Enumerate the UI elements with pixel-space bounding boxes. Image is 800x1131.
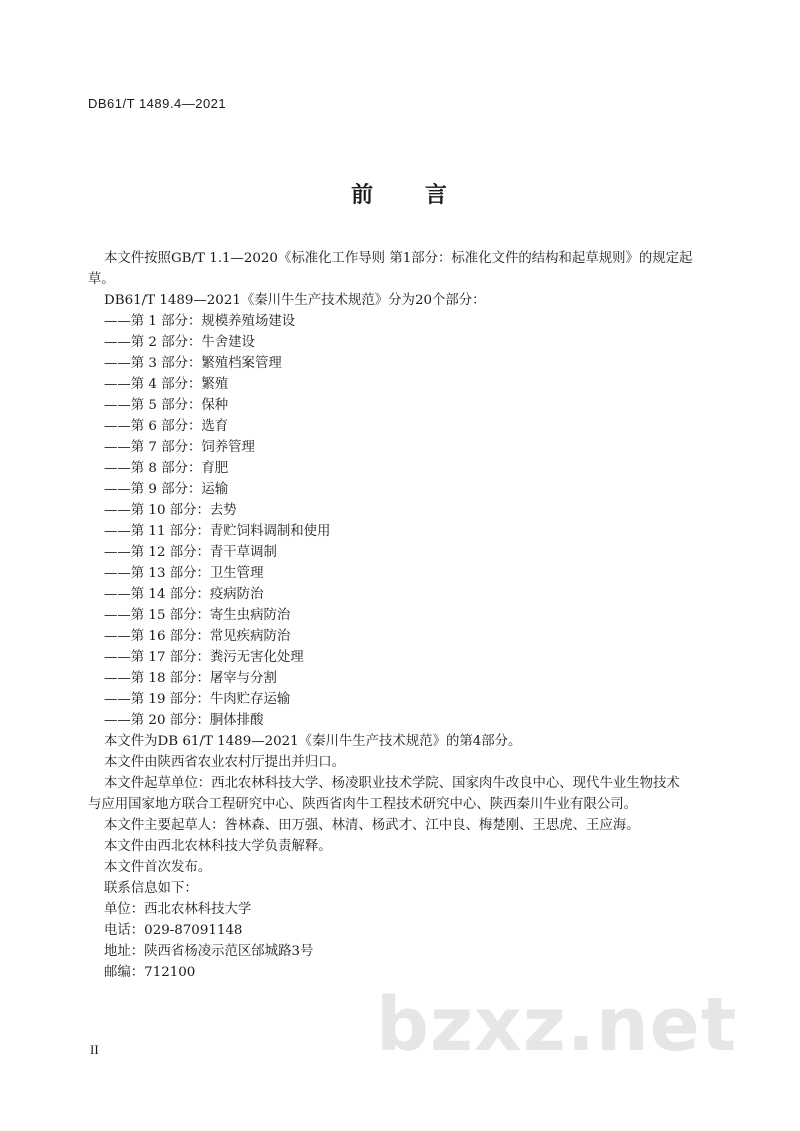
- statement-drafting-units-cont: 与应用国家地方联合工程研究中心、陕西省肉牛工程技术研究中心、陕西秦川牛业有限公司。: [88, 797, 638, 812]
- list-item: ——第 13 部分：卫生管理: [104, 566, 264, 581]
- list-item: ——第 20 部分：胴体排酸: [104, 713, 264, 728]
- statement-drafting-units: 本文件起草单位：西北农林科技大学、杨凌职业技术学院、国家肉牛改良中心、现代牛业生物技术: [104, 776, 680, 791]
- list-item: ——第 10 部分：去势: [104, 503, 237, 518]
- list-item: ——第 17 部分：粪污无害化处理: [104, 650, 304, 665]
- list-item: ——第 5 部分：保种: [104, 398, 229, 413]
- statement-contact-intro: 联系信息如下：: [104, 881, 198, 896]
- paragraph-parts-intro: DB61/T 1489—2021《秦川牛生产技术规范》分为20个部分：: [104, 293, 486, 308]
- list-item: ——第 15 部分：寄生虫病防治: [104, 608, 291, 623]
- list-item: ——第 11 部分：青贮饲料调制和使用: [104, 524, 331, 539]
- contact-phone: 电话：029-87091148: [104, 923, 243, 938]
- paragraph-drafting-rules-cont: 草。: [88, 272, 115, 287]
- list-item: ——第 4 部分：繁殖: [104, 377, 229, 392]
- contact-address: 地址：陕西省杨凌示范区邰城路3号: [104, 944, 314, 959]
- list-item: ——第 6 部分：选育: [104, 419, 229, 434]
- list-item: ——第 18 部分：屠宰与分割: [104, 671, 277, 686]
- document-body: [88, 248, 716, 983]
- document-code: DB61/T 1489.4—2021: [88, 96, 227, 111]
- paragraph-drafting-rules: 本文件按照GB/T 1.1—2020《标准化工作导则 第1部分：标准化文件的结构和起草规则》的规定起: [104, 251, 693, 266]
- contact-postcode: 邮编：712100: [104, 965, 196, 980]
- statement-proposer: 本文件由陕西省农业农村厅提出并归口。: [104, 755, 346, 770]
- statement-drafters: 本文件主要起草人：昝林森、田万强、林清、杨武才、江中良、梅楚刚、王思虎、王应海。: [104, 818, 640, 833]
- parts-list: [88, 311, 716, 731]
- list-item: ——第 19 部分：牛肉贮存运输: [104, 692, 291, 707]
- list-item: ——第 12 部分：青干草调制: [104, 545, 277, 560]
- statement-interpretation: 本文件由西北农林科技大学负责解释。: [104, 839, 332, 854]
- list-item: ——第 14 部分：疫病防治: [104, 587, 264, 602]
- statement-first-release: 本文件首次发布。: [104, 860, 212, 875]
- contact-unit: 单位：西北农林科技大学: [104, 902, 252, 917]
- list-item: ——第 1 部分：规模养殖场建设: [104, 314, 296, 329]
- page-title: 前 言: [351, 183, 469, 208]
- page-number: II: [90, 1042, 99, 1057]
- list-item: ——第 7 部分：饲养管理: [104, 440, 255, 455]
- list-item: ——第 16 部分：常见疾病防治: [104, 629, 291, 644]
- list-item: ——第 2 部分：牛舍建设: [104, 335, 255, 350]
- list-item: ——第 9 部分：运输: [104, 482, 229, 497]
- statement-part-number: 本文件为DB 61/T 1489—2021《秦川牛生产技术规范》的第4部分。: [104, 734, 522, 749]
- watermark: bzxz.net: [376, 982, 738, 1068]
- list-item: ——第 3 部分：繁殖档案管理: [104, 356, 282, 371]
- list-item: ——第 8 部分：育肥: [104, 461, 229, 476]
